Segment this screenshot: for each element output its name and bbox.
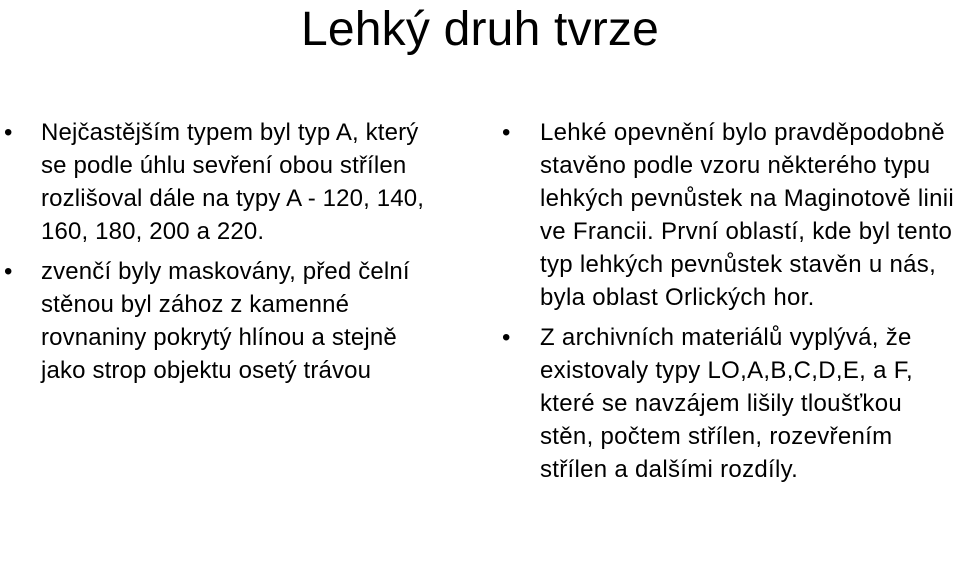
bullet-item <box>494 116 958 314</box>
bullet-text: Lehké opevnění bylo pravděpodobně stavěno podle vzoru některého typu lehkých pevnůstek na Maginotově linii ve Francii. První oblastí, kde byl tento typ lehkých pevnůstek stavěn u nás, byla oblast Orlických hor. <box>540 119 955 311</box>
bullet-item <box>4 255 452 387</box>
bullet-text: zvenčí byly maskovány, před čelní stěnou byl zához z kamenné rovnaniny pokrytý hlínou a stejně jako strop objektu osetý trávou <box>41 258 410 384</box>
bullet-item <box>494 321 958 486</box>
left-column-bullet-list <box>4 116 452 394</box>
slide-title: Lehký druh tvrze <box>300 3 660 56</box>
bullet-icon: • <box>502 119 511 146</box>
right-column-bullet-list <box>494 116 958 493</box>
bullet-text: Z archivních materiálů vyplývá, že existovaly typy LO,A,B,C,D,E, a F, které se navzájem lišily tloušťkou stěn, počtem střílen, rozevřením střílen a dalšími rozdíly. <box>540 324 913 483</box>
bullet-item <box>4 116 452 248</box>
bullet-icon: • <box>4 258 13 285</box>
bullet-text: Nejčastějším typem byl typ A, který se podle úhlu sevření obou střílen rozlišoval dále na typy A - 120, 140, 160, 180, 200 a 220. <box>41 119 425 245</box>
bullet-icon: • <box>502 324 511 351</box>
bullet-icon: • <box>4 119 13 146</box>
